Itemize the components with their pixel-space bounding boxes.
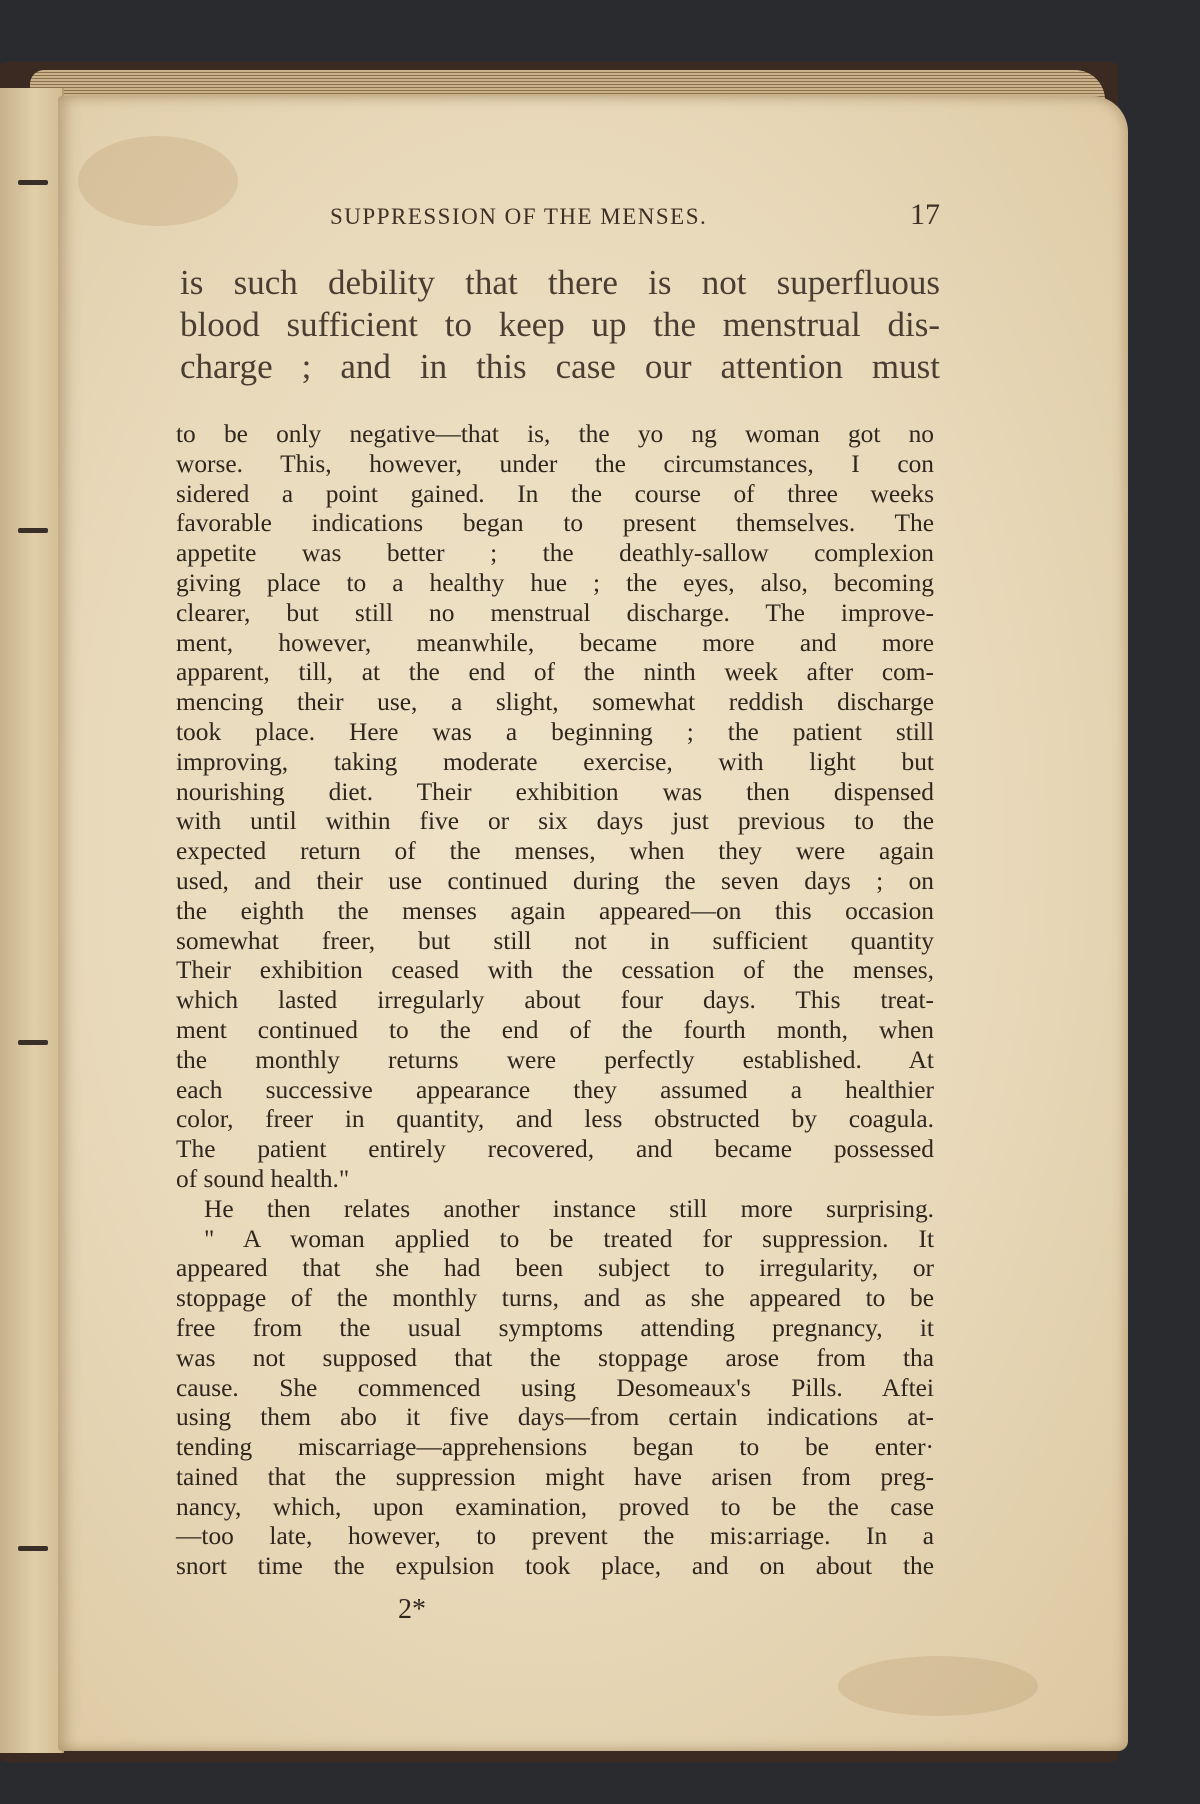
text-line: each successive appearance they assumed a healthier bbox=[176, 1075, 934, 1104]
large-print-passage bbox=[180, 262, 940, 388]
text-line: blood sufficient to keep up the menstrual dis- bbox=[180, 305, 940, 344]
text-line: cause. She commenced using Desomeaux's Pills. Aftei bbox=[176, 1373, 934, 1402]
body-passage bbox=[176, 420, 934, 1582]
text-line: —too late, however, to prevent the mis:arriage. In a bbox=[176, 1522, 934, 1551]
text-line: charge ; and in this case our attention must bbox=[180, 347, 940, 386]
text-line: favorable indications began to present themselves. The bbox=[176, 509, 934, 538]
text-line: improving, taking moderate exercise, with light but bbox=[176, 747, 934, 776]
text-line: to be only negative—that is, the yo ng woman got no bbox=[176, 420, 934, 448]
binding-stitch bbox=[18, 1546, 48, 1551]
text-line: apparent, till, at the end of the ninth week after com- bbox=[176, 658, 934, 687]
text-line: tained that the suppression might have arisen from preg- bbox=[176, 1462, 934, 1491]
text-line: which lasted irregularly about four days. This treat- bbox=[176, 986, 934, 1015]
text-line: color, freer in quantity, and less obstructed by coagula. bbox=[176, 1105, 934, 1134]
text-line: is such debility that there is not superfluous bbox=[180, 263, 940, 302]
text-line: was not supposed that the stoppage arose from tha bbox=[176, 1343, 934, 1372]
text-line: ment, however, meanwhile, became more and more bbox=[176, 628, 934, 657]
binding-stitch bbox=[18, 528, 48, 533]
text-line: giving place to a healthy hue ; the eyes, also, becoming bbox=[176, 568, 934, 597]
text-line: stoppage of the monthly turns, and as she appeared to be bbox=[176, 1284, 934, 1313]
text-line: clearer, but still no menstrual discharge. The improve- bbox=[176, 598, 934, 627]
text-line: used, and their use continued during the seven days ; on bbox=[176, 866, 934, 895]
text-line: sidered a point gained. In the course of three weeks bbox=[176, 479, 934, 508]
text-line: the monthly returns were perfectly established. At bbox=[176, 1045, 934, 1074]
binding-stitch bbox=[18, 1040, 48, 1045]
binding-stitch bbox=[18, 180, 48, 185]
text-line: The patient entirely recovered, and became possessed bbox=[176, 1135, 934, 1164]
left-page-edge bbox=[0, 88, 64, 1753]
page-stain bbox=[78, 136, 238, 226]
signature-mark: 2* bbox=[398, 1594, 426, 1625]
page-stain bbox=[838, 1656, 1038, 1716]
text-line: mencing their use, a slight, somewhat reddish discharge bbox=[176, 688, 934, 717]
text-line: " A woman applied to be treated for suppression. It bbox=[204, 1224, 934, 1253]
text-line: using them abo it five days—from certain indications at- bbox=[176, 1403, 934, 1432]
text-line: He then relates another instance still more surprising. bbox=[204, 1194, 934, 1223]
page-number: 17 bbox=[910, 198, 940, 231]
text-line: ment continued to the end of the fourth month, when bbox=[176, 1015, 934, 1044]
running-head bbox=[330, 198, 940, 232]
text-line: appetite was better ; the deathly-sallow complexion bbox=[176, 539, 934, 568]
text-line: nourishing diet. Their exhibition was then dispensed bbox=[176, 777, 934, 806]
text-line: of sound health." bbox=[176, 1164, 350, 1193]
running-title: SUPPRESSION OF THE MENSES. bbox=[330, 204, 708, 229]
text-line: took place. Here was a beginning ; the patient still bbox=[176, 717, 934, 746]
text-line: worse. This, however, under the circumstances, I con bbox=[176, 449, 934, 478]
text-line: with until within five or six days just previous to the bbox=[176, 807, 934, 836]
text-line: somewhat freer, but still not in sufficient quantity bbox=[176, 926, 934, 955]
text-line: expected return of the menses, when they were again bbox=[176, 837, 934, 866]
text-line: appeared that she had been subject to irregularity, or bbox=[176, 1254, 934, 1283]
text-line: free from the usual symptoms attending pregnancy, it bbox=[176, 1313, 934, 1342]
text-line: the eighth the menses again appeared—on this occasion bbox=[176, 896, 934, 925]
text-line: Their exhibition ceased with the cessation of the menses, bbox=[176, 956, 934, 985]
text-line: tending miscarriage—apprehensions began to be enter· bbox=[176, 1433, 934, 1462]
text-line: snort time the expulsion took place, and on about the bbox=[176, 1552, 934, 1581]
text-line: nancy, which, upon examination, proved to be the case bbox=[176, 1492, 934, 1521]
